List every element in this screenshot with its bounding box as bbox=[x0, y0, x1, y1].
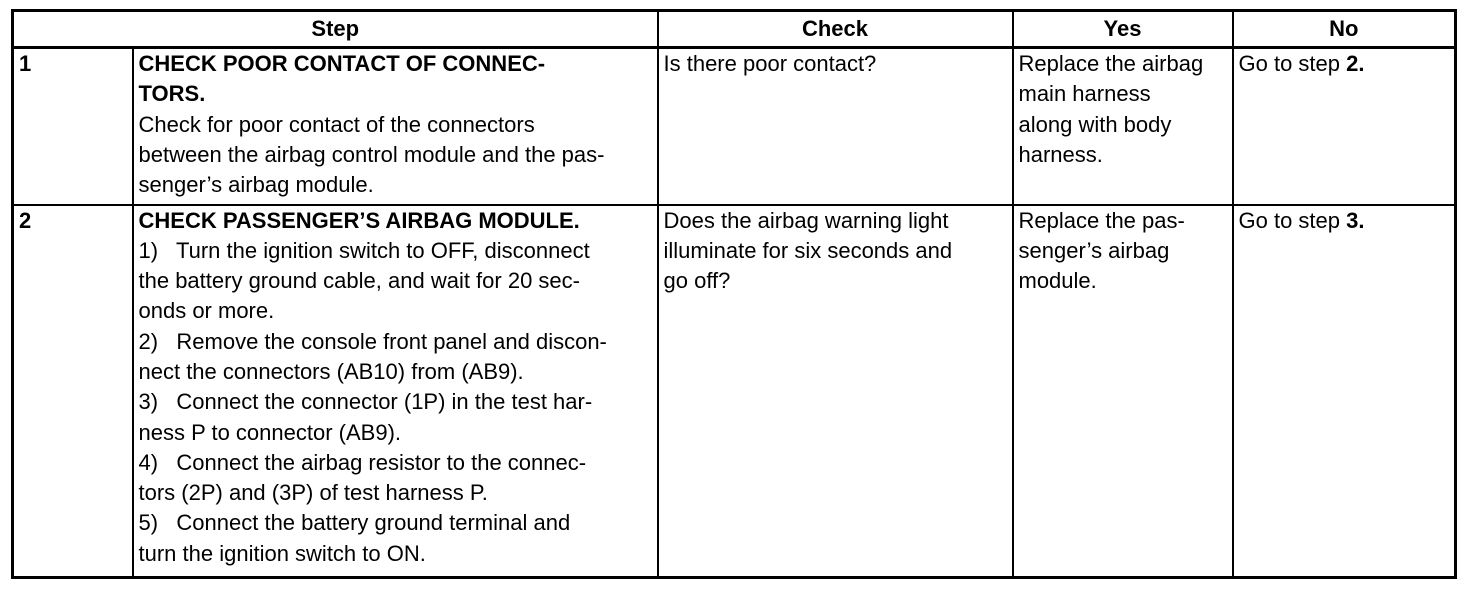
step-body-line: 1) Turn the ignition switch to OFF, disconnect bbox=[138, 237, 590, 263]
step-body-line: tors (2P) and (3P) of test harness P. bbox=[138, 480, 488, 506]
no-prefix: Go to step bbox=[1238, 51, 1347, 76]
step-cell bbox=[133, 205, 658, 578]
step-body-line: turn the ignition switch to ON. bbox=[138, 540, 426, 566]
step-body-line: 2) Remove the console front panel and discon- bbox=[138, 328, 607, 354]
no-cell bbox=[1233, 48, 1456, 205]
step-number: 2 bbox=[13, 205, 133, 578]
yes-line: along with body bbox=[1018, 111, 1172, 137]
no-prefix: Go to step bbox=[1238, 207, 1347, 233]
yes-line: module. bbox=[1018, 268, 1097, 294]
header-step: Step bbox=[13, 11, 658, 48]
step-body-line: the battery ground cable, and wait for 20 sec- bbox=[138, 268, 580, 294]
no-cell bbox=[1233, 205, 1456, 578]
check-cell bbox=[658, 48, 1013, 205]
step-body-line: nect the connectors (AB10) from (AB9). bbox=[138, 358, 524, 384]
step-cell bbox=[133, 48, 658, 205]
table-row bbox=[13, 205, 1456, 578]
yes-cell bbox=[1013, 205, 1233, 578]
step-number: 1 bbox=[13, 48, 133, 205]
step-body-line: Check for poor contact of the connectors bbox=[138, 111, 535, 137]
step-body-line: onds or more. bbox=[138, 298, 275, 324]
step-body-line: 4) Connect the airbag resistor to the connec- bbox=[138, 449, 587, 475]
yes-cell bbox=[1013, 48, 1233, 205]
step-body-line: senger’s airbag module. bbox=[138, 172, 374, 198]
table-row bbox=[13, 48, 1456, 205]
step-body-line: 5) Connect the battery ground terminal and bbox=[138, 510, 571, 536]
header-check: Check bbox=[658, 11, 1013, 48]
step-body-line: ness P to connector (AB9). bbox=[138, 419, 402, 445]
yes-line: Replace the airbag bbox=[1018, 51, 1204, 76]
no-step-ref: 3. bbox=[1346, 207, 1365, 233]
check-line: go off? bbox=[663, 268, 731, 294]
step-body-line: between the airbag control module and the pas- bbox=[138, 141, 605, 167]
step-title-line: CHECK PASSENGER’S AIRBAG MODULE. bbox=[138, 207, 580, 233]
check-line: Is there poor contact? bbox=[663, 51, 877, 76]
table-header-row bbox=[13, 11, 1456, 48]
check-line: illuminate for six seconds and bbox=[663, 237, 953, 263]
diagnostic-table bbox=[11, 9, 1457, 579]
yes-line: Replace the pas- bbox=[1018, 207, 1185, 233]
yes-line: main harness bbox=[1018, 81, 1151, 107]
no-step-ref: 2. bbox=[1346, 51, 1365, 76]
yes-line: senger’s airbag bbox=[1018, 237, 1170, 263]
header-yes: Yes bbox=[1013, 11, 1233, 48]
yes-line: harness. bbox=[1018, 141, 1103, 167]
step-title-line: CHECK POOR CONTACT OF CONNEC- bbox=[138, 51, 546, 76]
check-cell bbox=[658, 205, 1013, 578]
step-title-line: TORS. bbox=[138, 81, 206, 107]
header-no: No bbox=[1233, 11, 1456, 48]
step-body-line: 3) Connect the connector (1P) in the test har- bbox=[138, 389, 593, 415]
check-line: Does the airbag warning light bbox=[663, 207, 949, 233]
